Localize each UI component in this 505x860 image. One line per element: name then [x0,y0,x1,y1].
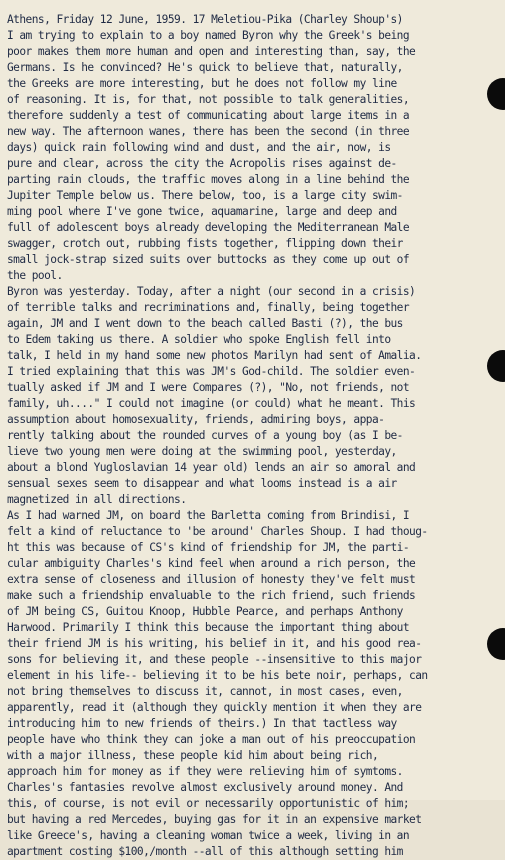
diary-line: apparently, read it (although they quickly mention it when they are [7,701,422,714]
diary-line: introducing him to new friends of theirs.) In that tactless way [7,717,397,730]
diary-line: new way. The afternoon wanes, there has been the second (in three [7,125,410,138]
diary-line: Byron was yesterday. Today, after a night (our second in a crisis) [7,285,416,298]
diary-line: Germans. Is he convinced? He's quick to believe that, naturally, [7,61,403,74]
diary-line: As I had warned JM, on board the Barletta coming from Brindisi, I [7,509,410,522]
diary-line: of terrible talks and recriminations and, finally, being together [7,301,410,314]
diary-line: element in his life-- believing it to be his bete noir, perhaps, can [7,669,428,682]
diary-line: assumption about homosexuality, friends, admiring boys, appa- [7,413,385,426]
diary-text [7,12,503,860]
diary-line: but having a red Mercedes, buying gas for it in an expensive market [7,813,422,826]
diary-line: apartment costing $100,/month --all of this although setting him [7,845,403,858]
diary-line: of JM being CS, Guitou Knoop, Hubble Pearce, and perhaps Anthony [7,605,403,618]
diary-line: felt a kind of reluctance to 'be around' Charles Shoup. I had thoug- [7,525,428,538]
diary-line: I tried explaining that this was JM's God-child. The soldier even- [7,365,416,378]
diary-line: therefore suddenly a test of communicating about large items in a [7,109,410,122]
diary-line: pure and clear, across the city the Acropolis rises against de- [7,157,397,170]
diary-line: not bring themselves to discuss it, cannot, in most cases, even, [7,685,403,698]
diary-line: days) quick rain following wind and dust, and the air, now, is [7,141,391,154]
diary-line: I am trying to explain to a boy named Byron why the Greek's being [7,29,410,42]
diary-line: the Greeks are more interesting, but he does not follow my line [7,77,397,90]
diary-line: Harwood. Primarily I think this because the important thing about [7,621,410,634]
diary-line: Jupiter Temple below us. There below, too, is a large city swim- [7,189,403,202]
diary-line: magnetized in all directions. [7,493,187,506]
diary-line: extra sense of closeness and illusion of honesty they've felt must [7,573,416,586]
diary-line: cular ambiguity Charles's kind feel when around a rich person, the [7,557,416,570]
diary-line: sons for believing it, and these people --insensitive to this major [7,653,422,666]
diary-line: to Edem taking us there. A soldier who spoke English fell into [7,333,391,346]
diary-line: like Greece's, having a cleaning woman twice a week, living in an [7,829,410,842]
diary-line: small jock-strap sized suits over buttocks as they come up out of [7,253,410,266]
diary-line: family, uh...." I could not imagine (or could) what he meant. This [7,397,416,410]
diary-line: talk, I held in my hand some new photos Marilyn had sent of Amalia. [7,349,422,362]
diary-header: Athens, Friday 12 June, 1959. 17 Meletiou-Pika (Charley Shoup's) [7,13,403,26]
diary-line: swagger, crotch out, rubbing fists together, flipping down their [7,237,403,250]
diary-line: rently talking about the rounded curves of a young boy (as I be- [7,429,403,442]
diary-line: about a blond Yugloslavian 14 year old) lends an air so amoral and [7,461,416,474]
diary-line: Charles's fantasies revolve almost exclusively around money. And [7,781,403,794]
diary-line: with a major illness, these people kid him about being rich, [7,749,379,762]
diary-line: ming pool where I've gone twice, aquamarine, large and deep and [7,205,397,218]
diary-line: their friend JM is his writing, his belief in it, and his good rea- [7,637,422,650]
diary-line: this, of course, is not evil or necessarily opportunistic of him; [7,797,410,810]
diary-line: again, JM and I went down to the beach called Basti (?), the bus [7,317,403,330]
diary-line: tually asked if JM and I were Compares (?), "No, not friends, not [7,381,410,394]
diary-line: of reasoning. It is, for that, not possible to talk generalities, [7,93,410,106]
diary-line: parting rain clouds, the traffic moves along in a line behind the [7,173,410,186]
diary-line: lieve two young men were doing at the swimming pool, yesterday, [7,445,397,458]
diary-line: people have who think they can joke a man out of his preoccupation [7,733,416,746]
diary-line: the pool. [7,269,63,282]
diary-line: full of adolescent boys already developing the Mediterranean Male [7,221,410,234]
diary-line: make such a friendship envaluable to the rich friend, such friends [7,589,416,602]
diary-line: ht this was because of CS's kind of friendship for JM, the parti- [7,541,410,554]
diary-line: poor makes them more human and open and interesting than, say, the [7,45,416,58]
diary-line: approach him for money as if they were relieving him of symtoms. [7,765,403,778]
diary-line: sensual sexes seem to disappear and what looms instead is a air [7,477,397,490]
